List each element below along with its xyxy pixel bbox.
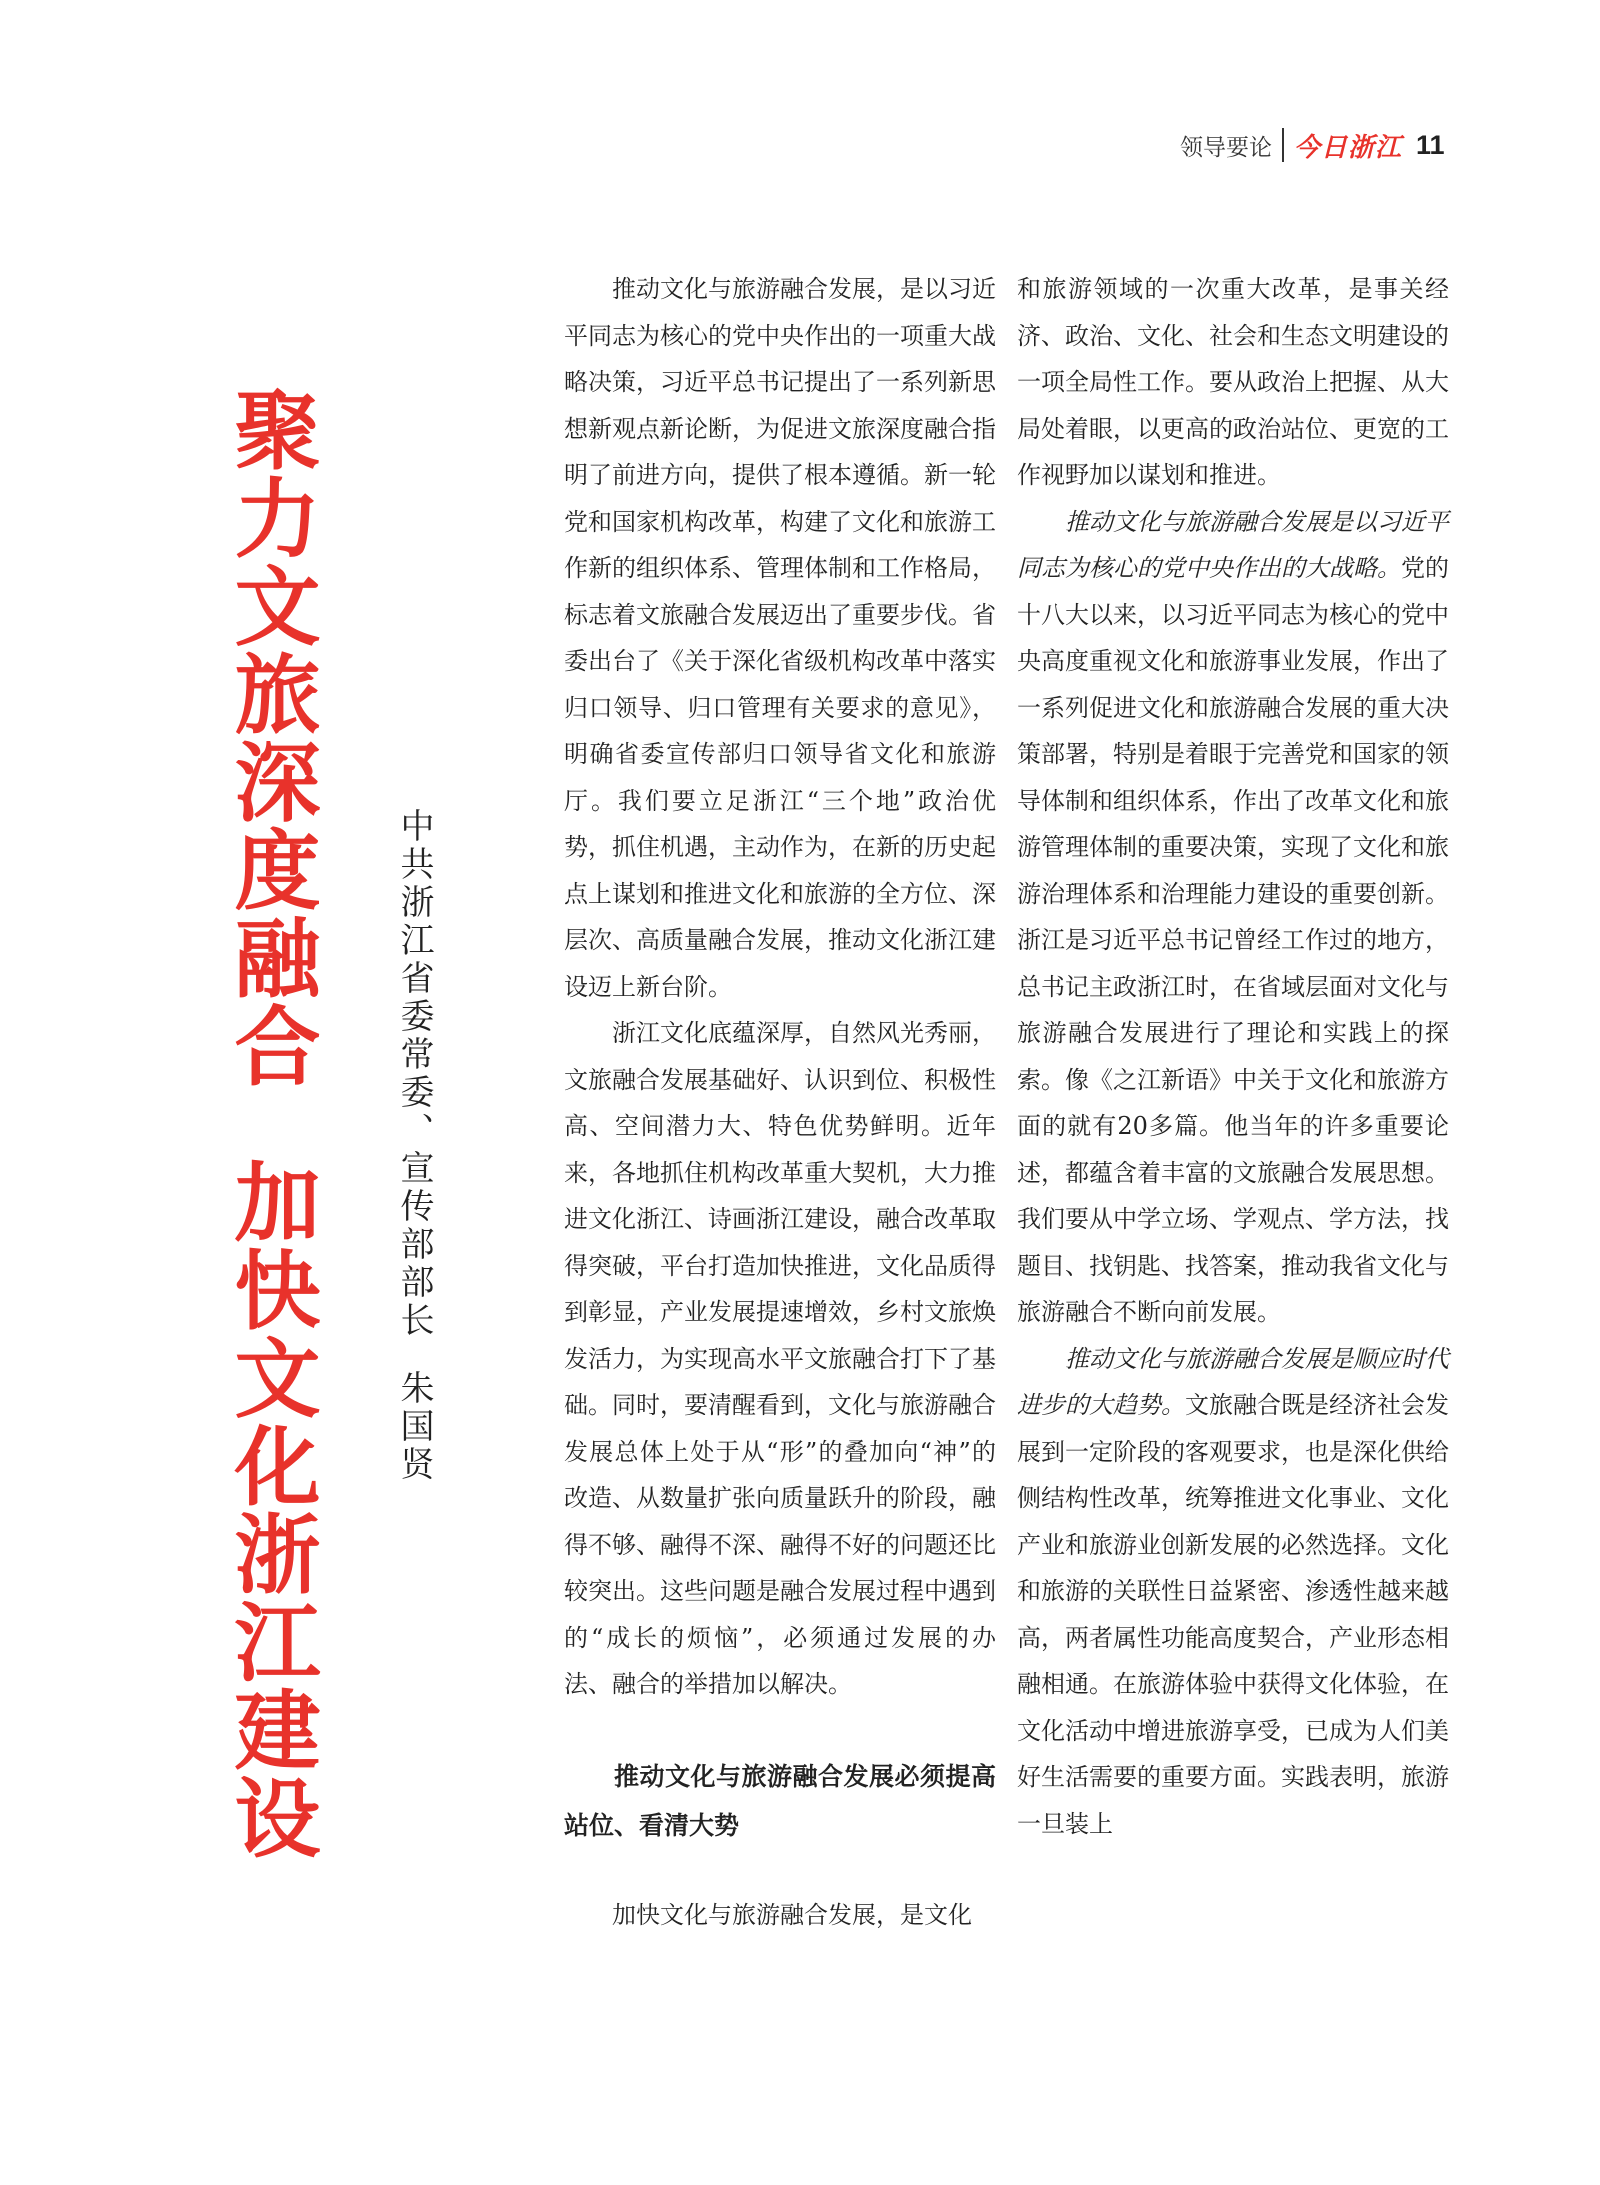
title-char: 文 (234, 1330, 321, 1430)
title-char: 融 (234, 910, 321, 1010)
title-char: 文 (234, 558, 321, 658)
paragraph (1017, 1336, 1449, 1848)
title-char: 建 (234, 1682, 321, 1782)
article-title (230, 382, 325, 1870)
title-char: 力 (234, 470, 321, 570)
title-char: 度 (234, 822, 321, 922)
paragraph: 推动文化与旅游融合发展，是以习近平同志为核心的党中央作出的一项重大战略决策，习近平总书记提出了一系列新思想新观点新论断，为促进文旅深度融合指明了前进方向，提供了根本遵循。新一轮党和国家机构改革，构建了文化和旅游工作新的组织体系、管理体制和工作格局，标志着文旅融合发展迈出了重要步伐。省委出台了《关于深化省级机构改革中落实归口领导、归口管理有关要求的意见》，明确省委宣传部归口领导省文化和旅游厅。我们要立足浙江“三个地”政治优势，抓住机遇，主动作为，在新的历史起点上谋划和推进文化和旅游的全方位、深层次、高质量融合发展，推动文化浙江建设迈上新台阶。 (564, 275, 996, 1001)
text-column-1 (564, 266, 996, 1938)
lead-sentence: 推动文化与旅游融合发展是顺应时代进步的大趋势。 (1017, 1344, 1449, 1419)
title-char: 聚 (234, 382, 321, 482)
paragraph: 浙江文化底蕴深厚，自然风光秀丽，文旅融合发展基础好、认识到位、积极性高、空间潜力大、特色优势鲜明。近年来，各地抓住机构改革重大契机，大力推进文化浙江、诗画浙江建设，融合改革取得突破，平台打造加快推进，文化品质得到彰显，产业发展提速增效，乡村文旅焕发活力，为实现高水平文旅融合打下了基础。同时，要清醒看到，文化与旅游融合发展总体上处于从“形”的叠加向“神”的改造、从数量扩张向质量跃升的阶段，融得不够、融得不深、融得不好的问题还比较突出。这些问题是融合发展过程中遇到的“成长的烦恼”，必须通过发展的办法、融合的举措加以解决。 (564, 1019, 996, 1698)
paragraph (1017, 499, 1449, 1336)
title-char: 快 (234, 1242, 321, 1342)
section-heading: 推动文化与旅游融合发展必须提高站位、看清大势 (564, 1761, 996, 1840)
magazine-logo: 今日浙江 (1294, 132, 1403, 163)
paragraph: 和旅游领域的一次重大改革，是事关经济、政治、文化、社会和生态文明建设的一项全局性工作。要从政治上把握、从大局处着眼，以更高的政治站位、更宽的工作视野加以谋划和推进。 (1017, 275, 1449, 489)
title-gap (230, 1092, 325, 1160)
paragraph-body: 文旅融合既是经济社会发展到一定阶段的客观要求，也是深化供给侧结构性改革，统筹推进文化事业、文化产业和旅游业创新发展的必然选择。文化和旅游的关联性日益紧密、渗透性越来越高，两者属性功能高度契合，产业形态相融相通。在旅游体验中获得文化体验，在文化活动中增进旅游享受，已成为人们美好生活需要的重要方面。实践表明，旅游一旦装上 (1017, 1391, 1449, 1838)
title-char: 江 (234, 1594, 321, 1694)
author-byline (392, 808, 436, 1484)
header-divider (1282, 128, 1284, 162)
paragraph: 加快文化与旅游融合发展，是文化 (612, 1900, 972, 1929)
lead-sentence: 推动文化与旅游融合发展是以习近平同志为核心的党中央作出的大战略。 (1017, 507, 1449, 582)
title-char: 合 (234, 998, 321, 1098)
author-name: 朱国贤 (394, 1370, 434, 1484)
text-column-2 (1017, 266, 1449, 1847)
paragraph-body: 党的十八大以来，以习近平同志为核心的党中央高度重视文化和旅游事业发展，作出了一系列促进文化和旅游融合发展的重大决策部署，特别是着眼于完善党和国家的领导体制和组织体系，作出了改革文化和旅游管理体制的重要决策，实现了文化和旅游治理体系和治理能力建设的重要创新。浙江是习近平总书记曾经工作过的地方，总书记主政浙江时，在省域层面对文化与旅游融合发展进行了理论和实践上的探索。像《之江新语》中关于文化和旅游方面的就有20多篇。他当年的许多重要论述，都蕴含着丰富的文旅融合发展思想。我们要从中学立场、学观点、学方法，找题目、找钥匙、找答案，推动我省文化与旅游融合不断向前发展。 (1017, 554, 1449, 1326)
title-char: 深 (234, 734, 321, 834)
title-char: 化 (234, 1418, 321, 1518)
page-header (1180, 122, 1480, 168)
title-char: 设 (234, 1770, 321, 1870)
section-label: 领导要论 (1180, 134, 1272, 161)
page-number: 11 (1416, 129, 1445, 160)
title-char: 浙 (234, 1506, 321, 1606)
title-char: 加 (234, 1154, 321, 1254)
author-position: 中共浙江省委常委、宣传部部长 (394, 808, 434, 1340)
title-char: 旅 (234, 646, 321, 746)
